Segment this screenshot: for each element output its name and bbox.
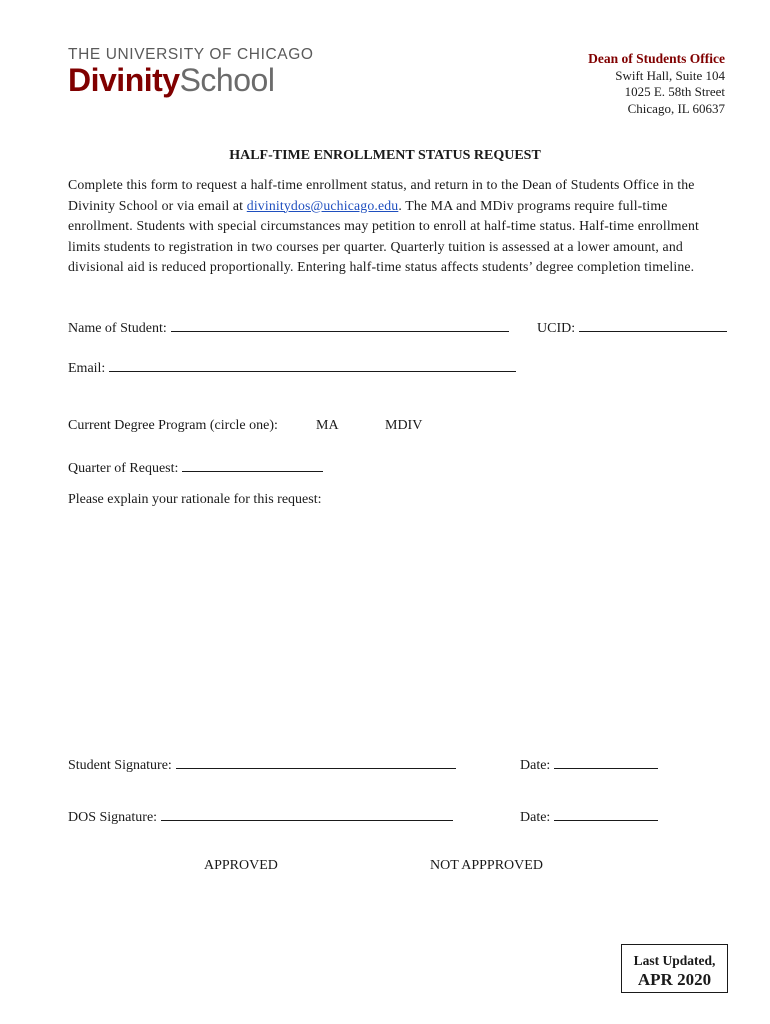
office-address-line: Swift Hall, Suite 104 — [615, 67, 725, 83]
dos-date-field — [520, 806, 658, 826]
email-input-line[interactable] — [109, 357, 516, 372]
student-date-field — [520, 754, 658, 774]
quarter-label: Quarter of Request: — [68, 461, 179, 476]
student-signature-label: Student Signature: — [68, 758, 172, 773]
approved-option[interactable]: APPROVED — [204, 858, 278, 873]
logo-university-text: THE UNIVERSITY OF CHICAGO — [68, 46, 314, 63]
form-title: HALF-TIME ENROLLMENT STATUS REQUEST — [229, 148, 541, 163]
dos-signature-label: DOS Signature: — [68, 810, 158, 825]
office-address-line: 1025 E. 58th Street — [624, 84, 725, 99]
logo-school-name — [68, 63, 314, 97]
intro-text-end: . The MA and MDiv programs require full-time enrollment. Students with special circumstances may petition to enroll at half-time status. Half-time enrollment limits students to registration in two courses per quarter. Quarterly tuition is assessed at a lower amount, and divisional aid is reduced proportionally. Entering half-time status affects students’ degree completion timeline. — [68, 197, 699, 275]
program-option-ma[interactable]: MA — [316, 418, 339, 433]
ucid-input-line[interactable] — [579, 317, 727, 332]
student-signature-field — [68, 754, 456, 774]
rationale-answer-area[interactable] — [68, 515, 728, 740]
logo-word-divinity: Divinity — [68, 62, 180, 98]
student-signature-line[interactable] — [176, 754, 456, 769]
student-name-input-line[interactable] — [171, 317, 509, 332]
email-link[interactable]: divinitydos@uchicago.edu — [246, 197, 399, 213]
student-date-line[interactable] — [554, 754, 658, 769]
office-name: Dean of Students Office — [588, 51, 725, 66]
dos-date-line[interactable] — [554, 806, 658, 821]
dos-signature-line[interactable] — [161, 806, 453, 821]
not-approved-option[interactable]: NOT APPPROVED — [430, 858, 543, 873]
last-updated-label: Last Updated, — [633, 953, 716, 968]
email-field — [68, 357, 516, 377]
quarter-input-line[interactable] — [182, 457, 323, 472]
dos-signature-field — [68, 806, 453, 826]
program-option-mdiv[interactable]: MDIV — [385, 418, 423, 433]
program-label: Current Degree Program (circle one): — [68, 418, 278, 433]
divinity-school-logo — [68, 46, 314, 97]
quarter-field — [68, 457, 323, 477]
office-address-line: Chicago, IL 60637 — [627, 100, 725, 116]
student-name-label: Name of Student: — [68, 321, 167, 336]
ucid-field — [537, 317, 727, 337]
student-name-field — [68, 317, 509, 337]
ucid-label: UCID: — [537, 321, 576, 336]
email-label: Email: — [68, 361, 106, 376]
date-label: Date: — [520, 810, 551, 825]
logo-word-school: School — [179, 62, 275, 98]
intro-paragraph — [68, 175, 728, 278]
last-updated-box — [621, 944, 728, 993]
rationale-label: Please explain your rationale for this request: — [68, 492, 322, 507]
office-address-block — [588, 51, 725, 117]
date-label: Date: — [520, 758, 551, 773]
intro-text-start: Complete this form to request a half-time enrollment status, and return in to the Dean of Students Office in the Divinity School or via email at — [68, 177, 695, 213]
last-updated-date: APR 2020 — [637, 970, 712, 989]
